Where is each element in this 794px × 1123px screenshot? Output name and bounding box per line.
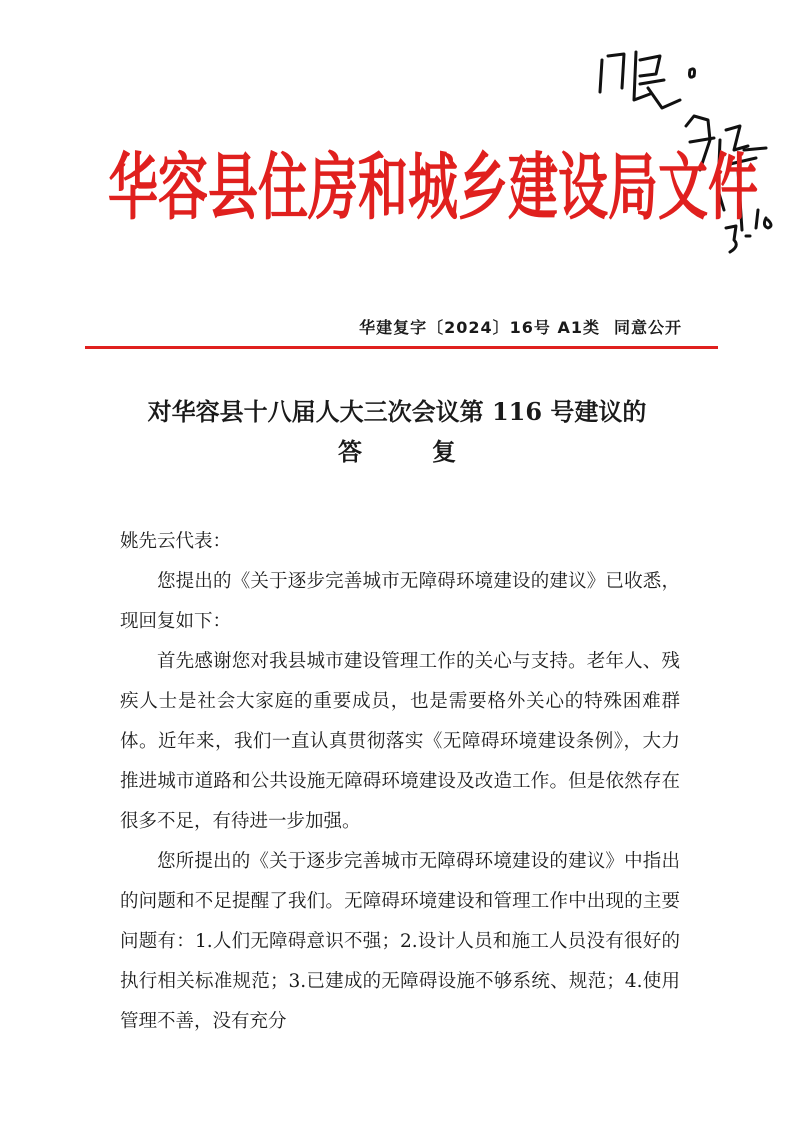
masthead-title: 华容县住房和城乡建设局文件: [108, 145, 758, 231]
publicity-status: 同意公开: [613, 318, 682, 337]
title-line-2: 答复: [338, 437, 526, 466]
document-body: [120, 522, 680, 1042]
salutation: 姚先云代表：: [120, 531, 232, 552]
document-number: 华建复字〔2024〕16号 A1类: [359, 318, 600, 337]
document-number-line: [359, 315, 682, 338]
paragraph: 首先感谢您对我县城市建设管理工作的关心与支持。老年人、残疾人士是社会大家庭的重要成员，也是需要格外关心的特殊困难群体。近年来，我们一直认真贯彻落实《无障碍环境建设条例》，大力推进城市道路和公共设施无障碍环境建设及改造工作。但是依然存在很多不足，有待进一步加强。: [120, 651, 680, 832]
paragraph: 您所提出的《关于逐步完善城市无障碍环境建设的建议》中指出的问题和不足提醒了我们。无障碍环境建设和管理工作中出现的主要问题有：1.人们无障碍意识不强；2.设计人员和施工人员没有很好的执行相关标准规范；3.已建成的无障碍设施不够系统、规范；4.使用管理不善，没有充分: [120, 851, 680, 1032]
title-line-1: 对华容县十八届人大三次会议第 116 号建议的: [147, 397, 647, 426]
document-title: [0, 392, 794, 472]
red-divider: [85, 346, 718, 349]
paragraph: 您提出的《关于逐步完善城市无障碍环境建设的建议》已收悉，现回复如下：: [120, 571, 680, 632]
